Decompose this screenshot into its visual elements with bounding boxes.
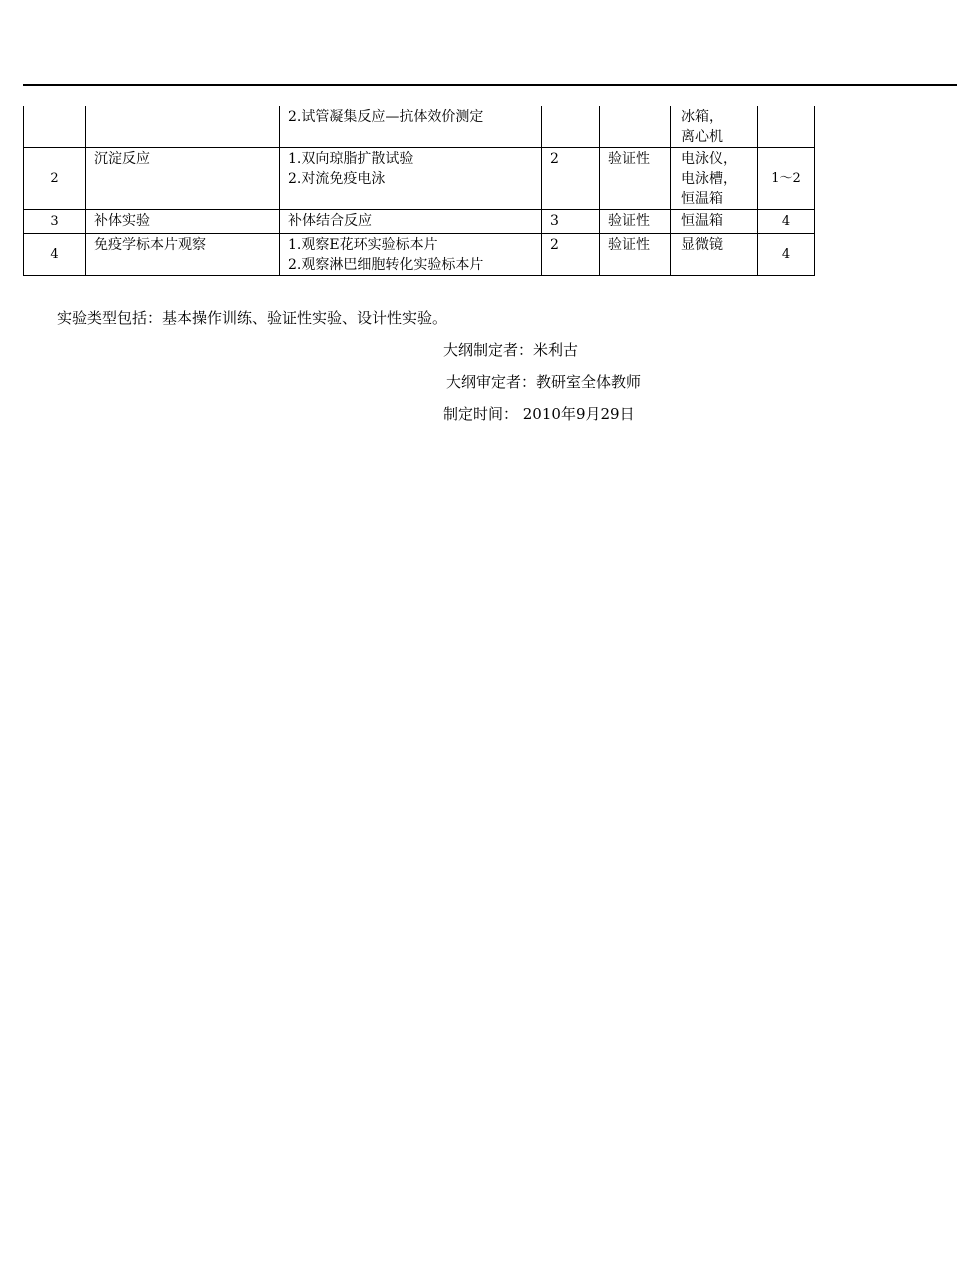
experiment-type (600, 106, 671, 148)
equipment-line: 电泳仪， (681, 151, 737, 167)
experiment-type: 验证性 (600, 148, 671, 210)
equipment-line: 显微镜 (681, 237, 723, 253)
experiment-name: 沉淀反应 (86, 148, 280, 210)
experiment-hours: 2 (542, 234, 600, 276)
outline-author: 大纲制定者：米利古 (443, 341, 579, 359)
experiment-name (86, 106, 280, 148)
experiment-name: 补体实验 (86, 210, 280, 234)
experiment-type: 验证性 (600, 234, 671, 276)
experiment-equipment (671, 106, 758, 148)
content-line: 1.观察E花环实验标本片 (288, 237, 438, 253)
experiment-table (23, 106, 815, 276)
experiment-content (280, 148, 542, 210)
experiment-name: 免疫学标本片观察 (86, 234, 280, 276)
row-number: 2 (24, 148, 86, 210)
experiment-hours: 3 (542, 210, 600, 234)
experiment-group: 4 (758, 210, 815, 234)
content-line: 2.对流免疫电泳 (288, 171, 386, 187)
experiment-hours (542, 106, 600, 148)
row-number: 4 (24, 234, 86, 276)
experiment-content (280, 106, 542, 148)
content-line: 2.试管凝集反应—抗体效价测定 (288, 109, 484, 125)
table-row (24, 234, 815, 276)
table-row (24, 148, 815, 210)
experiment-type: 验证性 (600, 210, 671, 234)
experiment-equipment (671, 234, 758, 276)
experiment-content (280, 234, 542, 276)
outline-date: 制定时间： 2010年9月29日 (443, 405, 635, 423)
header-rule (23, 84, 957, 86)
equipment-line: 冰箱， (681, 109, 723, 125)
experiment-equipment (671, 210, 758, 234)
outline-reviewer: 大纲审定者：教研室全体教师 (446, 373, 642, 391)
experiment-group (758, 106, 815, 148)
experiment-hours: 2 (542, 148, 600, 210)
experiment-content (280, 210, 542, 234)
experiment-equipment (671, 148, 758, 210)
experiment-type-note: 实验类型包括：基本操作训练、验证性实验、设计性实验。 (57, 309, 448, 327)
table-row (24, 210, 815, 234)
content-line: 补体结合反应 (288, 213, 372, 229)
row-number (24, 106, 86, 148)
equipment-line: 离心机 (681, 129, 723, 145)
content-line: 2.观察淋巴细胞转化实验标本片 (288, 257, 484, 273)
row-number: 3 (24, 210, 86, 234)
experiment-group: 4 (758, 234, 815, 276)
equipment-line: 电泳槽， (681, 171, 737, 187)
equipment-line: 恒温箱 (681, 191, 723, 207)
content-line: 1.双向琼脂扩散试验 (288, 151, 414, 167)
table-row (24, 106, 815, 148)
experiment-group: 1～2 (758, 148, 815, 210)
equipment-line: 恒温箱 (681, 213, 723, 229)
